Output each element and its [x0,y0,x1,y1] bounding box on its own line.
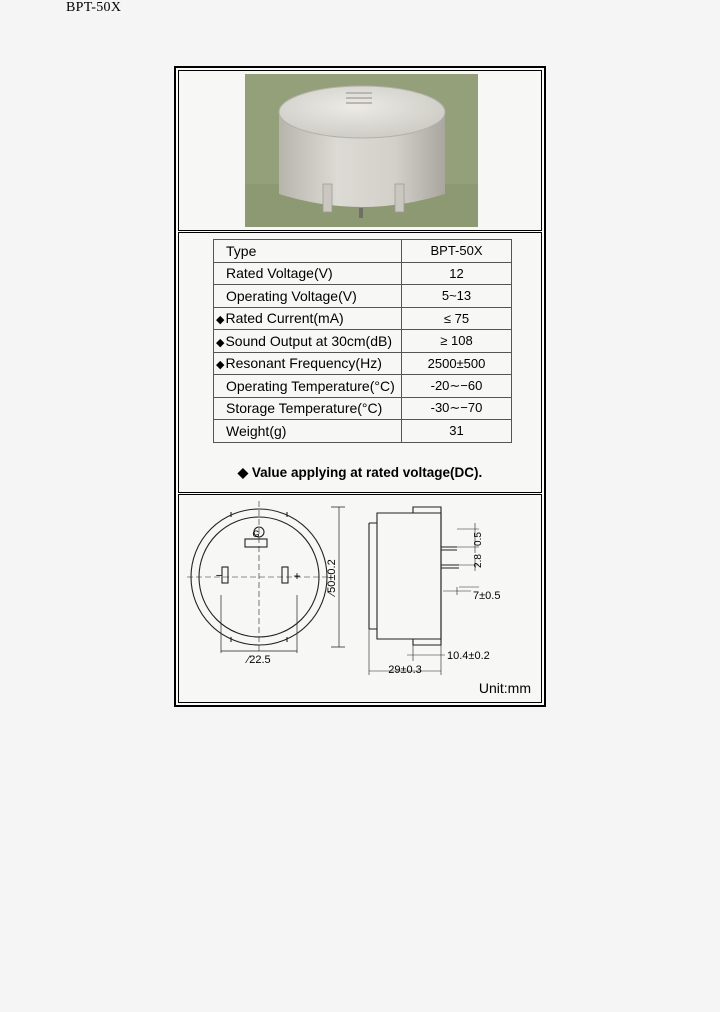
spec-label-marked [214,352,402,375]
diamond-icon: ◆ [216,314,225,327]
spec-label: Rated Current(mA) [225,310,344,327]
spec-label: Type [214,240,402,263]
spec-value: 12 [402,262,512,285]
table-row [214,240,512,263]
ground-terminal-label: G [252,529,260,539]
buzzer-photo [245,74,478,227]
spec-label: Resonant Frequency(Hz) [225,355,382,372]
table-row [214,285,512,308]
diamond-icon: ◆ [216,359,225,372]
page-header-model: BPT-50X [66,0,122,15]
minus-terminal-label: − [215,570,223,582]
spec-value: 2500±500 [402,352,512,375]
spec-label: Operating Voltage(V) [214,285,402,308]
diameter-dimension: ∕50±0.2 [326,559,338,595]
spec-value: ≥ 108 [402,330,512,353]
spec-value: ≤ 75 [402,307,512,330]
diamond-icon: ◆ [216,336,225,349]
pin-length-dimension: 7±0.5 [473,590,501,602]
spec-label: Operating Temperature(°C) [214,375,402,398]
datasheet-frame [174,66,546,707]
table-row [214,307,512,330]
table-row [214,352,512,375]
table-row [214,262,512,285]
spec-value: 31 [402,420,512,443]
unit-label: Unit:mm [478,680,531,696]
table-row [214,375,512,398]
pin-gap-dimension: 2.8 [473,554,484,568]
height-dimension: 29±0.3 [388,664,422,676]
spec-label: Weight(g) [214,420,402,443]
dimension-drawing-panel [178,494,542,703]
spec-value: -20∼−60 [402,375,512,398]
table-row [214,330,512,353]
pin-top-dimension: 0.5 [473,532,484,546]
spec-label-marked [214,330,402,353]
specifications-table [213,239,512,443]
table-row [214,420,512,443]
table-row [214,397,512,420]
specifications-panel [178,232,542,493]
spec-label: Storage Temperature(°C) [214,397,402,420]
footnote: ◆ Value applying at rated voltage(DC). [237,465,483,480]
dimension-drawing [179,495,543,704]
spec-value: 5~13 [402,285,512,308]
spec-label: Sound Output at 30cm(dB) [225,332,393,349]
spec-value: -30∼−70 [402,397,512,420]
body-depth-dimension: 10.4±0.2 [447,650,490,662]
spec-label-marked [214,307,402,330]
product-photo-panel [178,70,542,231]
hole-diameter-dimension: ∕22.5 [247,654,271,666]
spec-value: BPT-50X [402,240,512,263]
spec-label: Rated Voltage(V) [214,262,402,285]
plus-terminal-label: + [293,569,301,583]
